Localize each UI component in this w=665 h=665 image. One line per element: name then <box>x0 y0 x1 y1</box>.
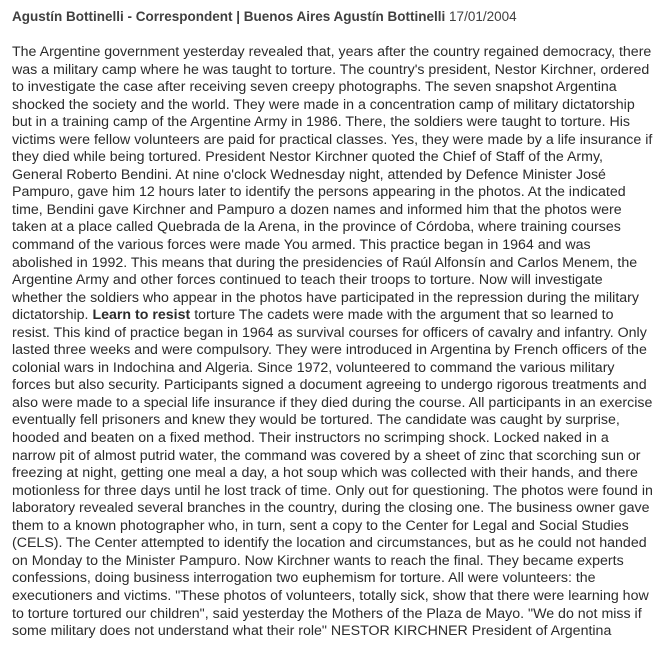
article-header <box>12 8 655 26</box>
byline: Agustín Bottinelli - Correspondent | Buenos Aires Agustín Bottinelli <box>12 9 446 24</box>
body-paragraph: torture The cadets were made with the argument that so learned to resist. This kind of practice began in 1964 as survival courses for officers of cavalry and infantry. Only lasted three weeks and were compulsory. They were introduced in Argentina by French officers of the colonial wars in Indochina and Algeria. Since 1972, volunteered to command the various military forces but also security. Participants signed a document agreeing to undergo rigorous treatments and also were made to a special life insurance if they died during the course. All participants in an exercise eventually fell prisoners and knew they would be tortured. The candidate was caught by surprise, hooded and beaten on a fixed method. Their instructors no scrimping shock. Locked naked in a narrow pit of almost putrid water, the command was covered by a sheet of zinc that scorching sun or freezing at night, getting one meal a day, a hot soup which was collected with their hands, and there motionless for three days until he lost track of time. Only out for questioning. The photos were found in laboratory revealed several branches in the country, during the closing one. The business owner gave them to a known photographer who, in turn, sent a copy to the Center for Legal and Social Studies (CELS). The Center attempted to identify the location and circumstances, but as he could not handed on Monday to the Minister Pampuro. Now Kirchner wants to reach the final. They became experts confessions, doing business interrogation two euphemism for torture. All were volunteers: the executioners and victims. "These photos of volunteers, totally sick, show that there were learning how to torture tortured our children", said yesterday the Mothers of the Plaza de Mayo. "We do not miss if some military does not understand what their role" NESTOR KIRCHNER President of Argentina <box>12 307 653 640</box>
article-body <box>12 44 655 641</box>
publication-date: 17/01/2004 <box>449 9 517 24</box>
article <box>12 8 655 641</box>
subhead: Learn to resist <box>92 307 191 324</box>
body-paragraph: The Argentine government yesterday revealed that, years after the country regained democracy, there was a military camp where he was taught to torture. The country's president, Nestor Kirchner, ordered to investigate the case after receiving seven creepy photographs. The seven snapshot Argentina shocked the society and the world. They were made in a concentration camp of military dictatorship but in a training camp of the Argentine Army in 1986. There, the soldiers were taught to torture. His victims were fellow volunteers are paid for practical classes. Yes, they were made by a life insurance if they died while being tortured. President Nestor Kirchner quoted the Chief of Staff of the Army, General Roberto Bendini. At nine o'clock Wednesday night, attended by Defence Minister José Pampuro, gave him 12 hours later to identify the persons appearing in the photos. At the indicated time, Bendini gave Kirchner and Pampuro a dozen names and informed him that the photos were taken at a place called Quebrada de la Arena, in the province of Córdoba, where training courses command of the various forces were made You armed. This practice began in 1964 and was abolished in 1992. This means that during the presidencies of Raúl Alfonsín and Carlos Menem, the Argentine Army and other forces continued to teach their troops to torture. Now will investigate whether the soldiers who appear in the photos have participated in the repression during the military dictatorship. <box>12 44 653 324</box>
